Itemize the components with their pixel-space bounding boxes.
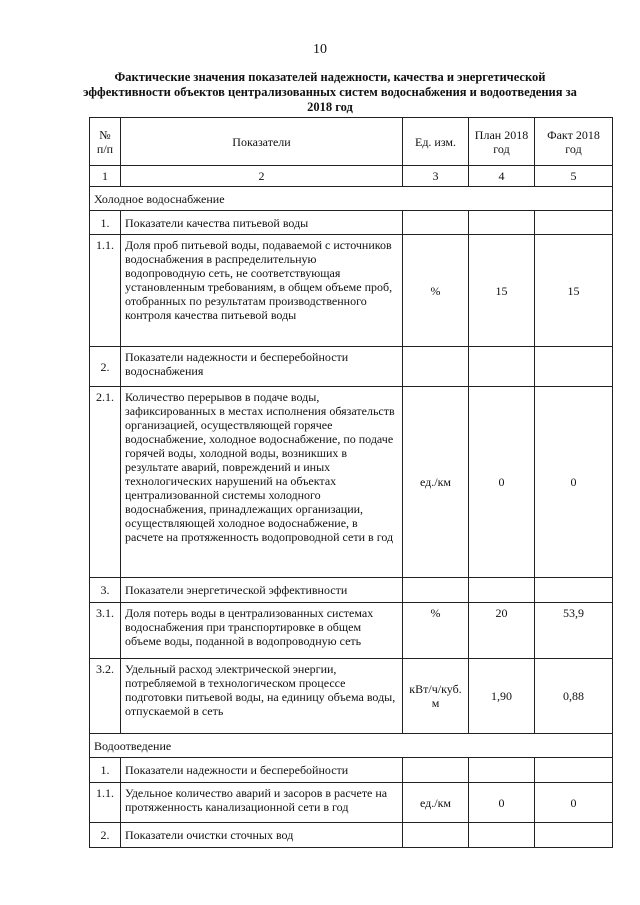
section-wastewater: Водоотведение xyxy=(90,734,613,758)
row-unit xyxy=(403,211,469,235)
row-indicator: Доля потерь воды в централизованных системах водоснабжения при транспортировке в общем объеме воды, поданной в водопроводную сеть xyxy=(121,603,403,659)
row-unit xyxy=(403,823,469,848)
row-number: 3.1. xyxy=(90,603,121,659)
row-fact: 15 xyxy=(535,235,613,347)
row-unit xyxy=(403,578,469,603)
row-plan: 15 xyxy=(469,235,535,347)
row-plan: 0 xyxy=(469,387,535,578)
row-plan: 20 xyxy=(469,603,535,659)
table-row xyxy=(90,659,613,734)
row-fact: 53,9 xyxy=(535,603,613,659)
table-row xyxy=(90,235,613,347)
column-number-1: 1 xyxy=(90,166,121,187)
row-fact: 0 xyxy=(535,387,613,578)
page-number: 10 xyxy=(313,42,327,57)
row-indicator: Удельный расход электрической энергии, потребляемой в технологическом процессе подготовки питьевой воды, на единицу объема воды, отпускаемой в сеть xyxy=(121,659,403,734)
row-indicator: Показатели надежности и бесперебойности водоснабжения xyxy=(121,347,403,387)
row-indicator: Показатели очистки сточных вод xyxy=(121,823,403,848)
row-indicator: Показатели энергетической эффективности xyxy=(121,578,403,603)
header-unit: Ед. изм. xyxy=(403,118,469,166)
column-number-4: 4 xyxy=(469,166,535,187)
row-plan xyxy=(469,823,535,848)
header-fact: Факт 2018 год xyxy=(535,118,613,166)
indicators-table xyxy=(89,117,613,848)
row-unit: ед./км xyxy=(403,783,469,823)
section-row xyxy=(90,734,613,758)
section-row xyxy=(90,187,613,211)
row-plan xyxy=(469,758,535,783)
table-row xyxy=(90,783,613,823)
row-plan xyxy=(469,211,535,235)
row-plan xyxy=(469,578,535,603)
row-number: 2.1. xyxy=(90,387,121,578)
column-number-5: 5 xyxy=(535,166,613,187)
row-unit: % xyxy=(403,603,469,659)
header-plan: План 2018 год xyxy=(469,118,535,166)
table-header-row xyxy=(90,118,613,166)
row-number: 2. xyxy=(90,347,121,387)
column-number-3: 3 xyxy=(403,166,469,187)
table-row xyxy=(90,347,613,387)
row-number: 1. xyxy=(90,211,121,235)
table-row xyxy=(90,603,613,659)
table-row xyxy=(90,578,613,603)
header-number: № п/п xyxy=(90,118,121,166)
row-number: 3. xyxy=(90,578,121,603)
table-row xyxy=(90,758,613,783)
table-row xyxy=(90,823,613,848)
row-unit: ед./км xyxy=(403,387,469,578)
document-title: Фактические значения показателей надежности, качества и энергетической эффективности объектов централизованных систем водоснабжения и водоотведения за 2018 год xyxy=(83,70,577,114)
row-fact xyxy=(535,347,613,387)
row-unit xyxy=(403,347,469,387)
table-row xyxy=(90,387,613,578)
row-fact xyxy=(535,211,613,235)
row-number: 2. xyxy=(90,823,121,848)
row-number: 1.1. xyxy=(90,235,121,347)
column-numbers-row xyxy=(90,166,613,187)
row-unit: кВт/ч/куб. м xyxy=(403,659,469,734)
row-fact: 0 xyxy=(535,783,613,823)
column-number-2: 2 xyxy=(121,166,403,187)
row-indicator: Доля проб питьевой воды, подаваемой с источников водоснабжения в распределительную водопроводную сеть, не соответствующая установленным требованиям, в общем объеме проб, отобранных по результатам производственного контроля качества питьевой воды xyxy=(121,235,403,347)
row-indicator: Количество перерывов в подаче воды, зафиксированных в местах исполнения обязательств организацией, осуществляющей горячее водоснабжение, холодное водоснабжение, по подаче горячей воды, холодной воды, возникших в результате аварий, повреждений и иных технологических нарушений на объектах централизованной системы холодного водоснабжения, принадлежащих организации, осуществляющей холодное водоснабжение, в расчете на протяженность водопроводной сети в год xyxy=(121,387,403,578)
row-indicator: Показатели качества питьевой воды xyxy=(121,211,403,235)
row-plan: 1,90 xyxy=(469,659,535,734)
row-fact xyxy=(535,578,613,603)
row-fact: 0,88 xyxy=(535,659,613,734)
row-number: 1. xyxy=(90,758,121,783)
section-cold-water: Холодное водоснабжение xyxy=(90,187,613,211)
row-number: 1.1. xyxy=(90,783,121,823)
row-plan xyxy=(469,347,535,387)
table-row xyxy=(90,211,613,235)
row-number: 3.2. xyxy=(90,659,121,734)
row-indicator: Показатели надежности и бесперебойности xyxy=(121,758,403,783)
row-fact xyxy=(535,823,613,848)
header-indicators: Показатели xyxy=(121,118,403,166)
row-unit: % xyxy=(403,235,469,347)
row-plan: 0 xyxy=(469,783,535,823)
row-indicator: Удельное количество аварий и засоров в расчете на протяженность канализационной сети в год xyxy=(121,783,403,823)
row-fact xyxy=(535,758,613,783)
row-unit xyxy=(403,758,469,783)
